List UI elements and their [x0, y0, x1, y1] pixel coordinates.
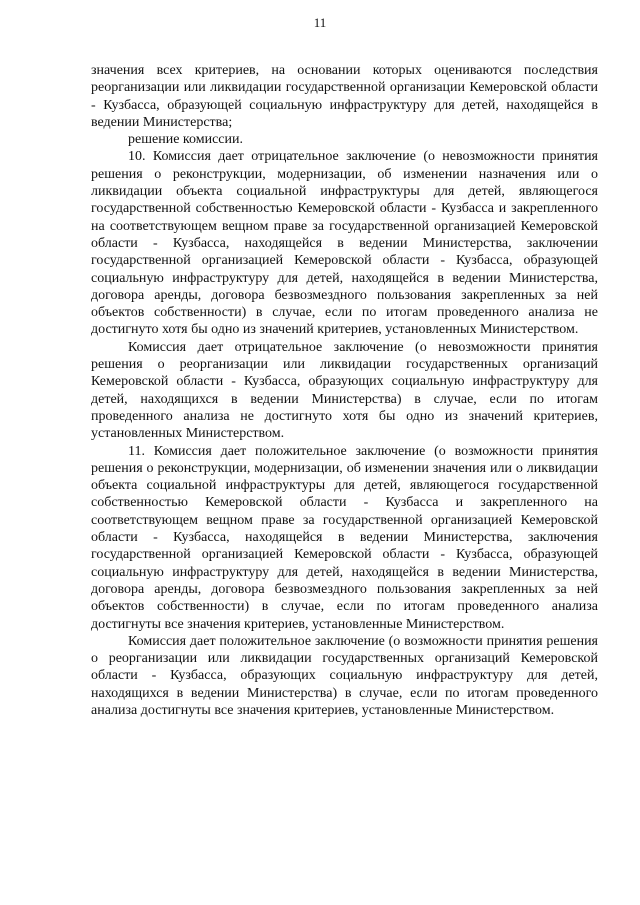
paragraph-positive-reorganization: Комиссия дает положительное заключение (о возможности принятия решения о реорганизации или ликвидации государственных организаций Кемеровской области - Кузбасса, образующих социальную инфраструктуру для детей, находящихся в ведении Министерства) в случае, если по итогам проведенного анализа достигнуты все значения критериев, установленные Министерством. — [91, 633, 598, 718]
paragraph-criteria-continuation: значения всех критериев, на основании которых оцениваются последствия реорганизации или ликвидации государственной организации Кемеровской области - Кузбасса, образующей социальную инфраструктуру для детей, находящейся в ведении Министерства; — [91, 63, 598, 130]
document-body — [91, 62, 598, 719]
paragraph-item-11-positive-object: 11. Комиссия дает положительное заключение (о возможности принятия решения о реконструкции, модернизации, об изменении значения или о ликвидации объекта социальной инфраструктуры для детей, являющегося государственной собственностью Кемеровской области - Кузбасса и закрепленного на соответствующем вещном праве за государственной организацией Кемеровской области - Кузбасса, находящейся в ведении Министерства, заключения государственной организацией Кемеровской области - Кузбасса, образующей социальную инфраструктуру для детей, находящейся в ведении Министерства, договора аренды, договора безвозмездного пользования закрепленных за ней объектов собственности) в случае, если по итогам проведенного анализа достигнуты все значения критериев, установленные Министерством. — [91, 443, 598, 632]
paragraph-commission-decision: решение комиссии. — [128, 132, 243, 148]
paragraph-negative-reorganization: Комиссия дает отрицательное заключение (о невозможности принятия решения о реорганизации или ликвидации государственных организаций Кемеровской области - Кузбасса, образующих социальную инфраструктуру для детей, находящихся в ведении Министерства) в случае, если по итогам проведенного анализа не достигнуто хотя бы одно из значений критериев, установленных Министерством. — [91, 339, 598, 442]
page-number: 11 — [313, 15, 327, 30]
paragraph-item-10-negative-object: 10. Комиссия дает отрицательное заключение (о невозможности принятия решения о реконструкции, модернизации, об изменении назначения или о ликвидации объекта социальной инфраструктуры для детей, являющегося государственной собственностью Кемеровской области - Кузбасса и закрепленного на соответствующем вещном праве за государственной организацией Кемеровской области - Кузбасса, находящейся в ведении Министерства, заключении государственной организацией Кемеровской области - Кузбасса, образующей социальную инфраструктуру для детей, находящейся в ведении Министерства, договора аренды, договора безвозмездного пользования закрепленных за ней объектов собственности) в случае, если по итогам проведенного анализа не достигнуто хотя бы одно из значений критериев, установленных Министерством. — [91, 149, 598, 338]
